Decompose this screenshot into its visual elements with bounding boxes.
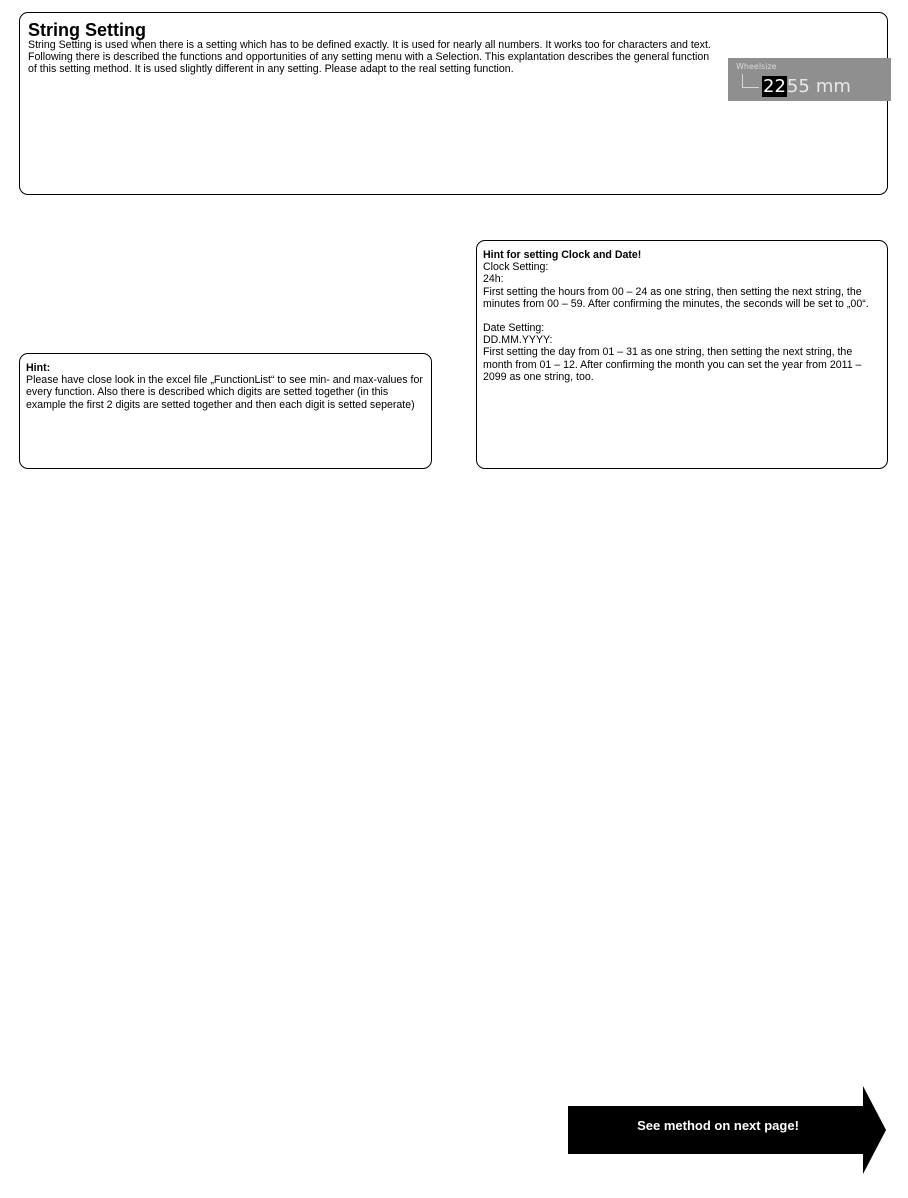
intro-paragraph: String Setting is used when there is a setting which has to be defined exactly. It is used for nearly all numbers. It works too for characters and text.	[28, 39, 711, 51]
remaining-digits: 55	[786, 76, 810, 97]
clock-format: 24h:	[483, 273, 504, 286]
date-setting-text: First setting the day from 01 – 31 as one string, then setting the next string, the month from 01 – 12. After confirming the month you can set the year from 2011 – 2099 as one string, too.	[483, 346, 862, 383]
hint-text: Please have close look in the excel file „FunctionList“ to see min- and max-values for every function. Also there is described which digits are setted together (in this example the first 2 digits are setted together and then each digit is setted seperate)	[26, 374, 423, 411]
wheelsize-value	[762, 77, 851, 97]
clock-setting-text: First setting the hours from 00 – 24 as one string, then setting the next string, the minutes from 00 – 59. After confirming the minutes, the seconds will be set to „00“.	[483, 285, 869, 310]
date-setting-heading: Date Setting:	[483, 322, 545, 335]
selected-digits: 22	[763, 76, 786, 97]
section-title: String Setting	[28, 20, 146, 40]
clock-setting-heading: Clock Setting:	[483, 261, 549, 274]
date-format: DD.MM.YYYY:	[483, 334, 553, 347]
bracket-line-icon	[742, 74, 759, 88]
clock-date-hint-title: Hint for setting Clock and Date!	[483, 249, 642, 261]
hint-box	[19, 353, 432, 469]
wheelsize-display	[728, 58, 891, 101]
next-page-label: See method on next page!	[637, 1118, 799, 1133]
description-paragraph: Following there is described the functions and opportunities of any setting menu with a Selection. This explantation describes the general function of this setting method. It is used slightly different in any setting. Please adapt to the real setting function.	[28, 51, 710, 76]
hint-title: Hint:	[26, 362, 51, 374]
clock-date-hint-box	[476, 240, 888, 469]
wheelsize-unit: mm	[815, 76, 851, 97]
spacer	[483, 310, 881, 322]
wheelsize-label: Wheelsize	[736, 62, 777, 71]
string-setting-box	[19, 12, 888, 195]
